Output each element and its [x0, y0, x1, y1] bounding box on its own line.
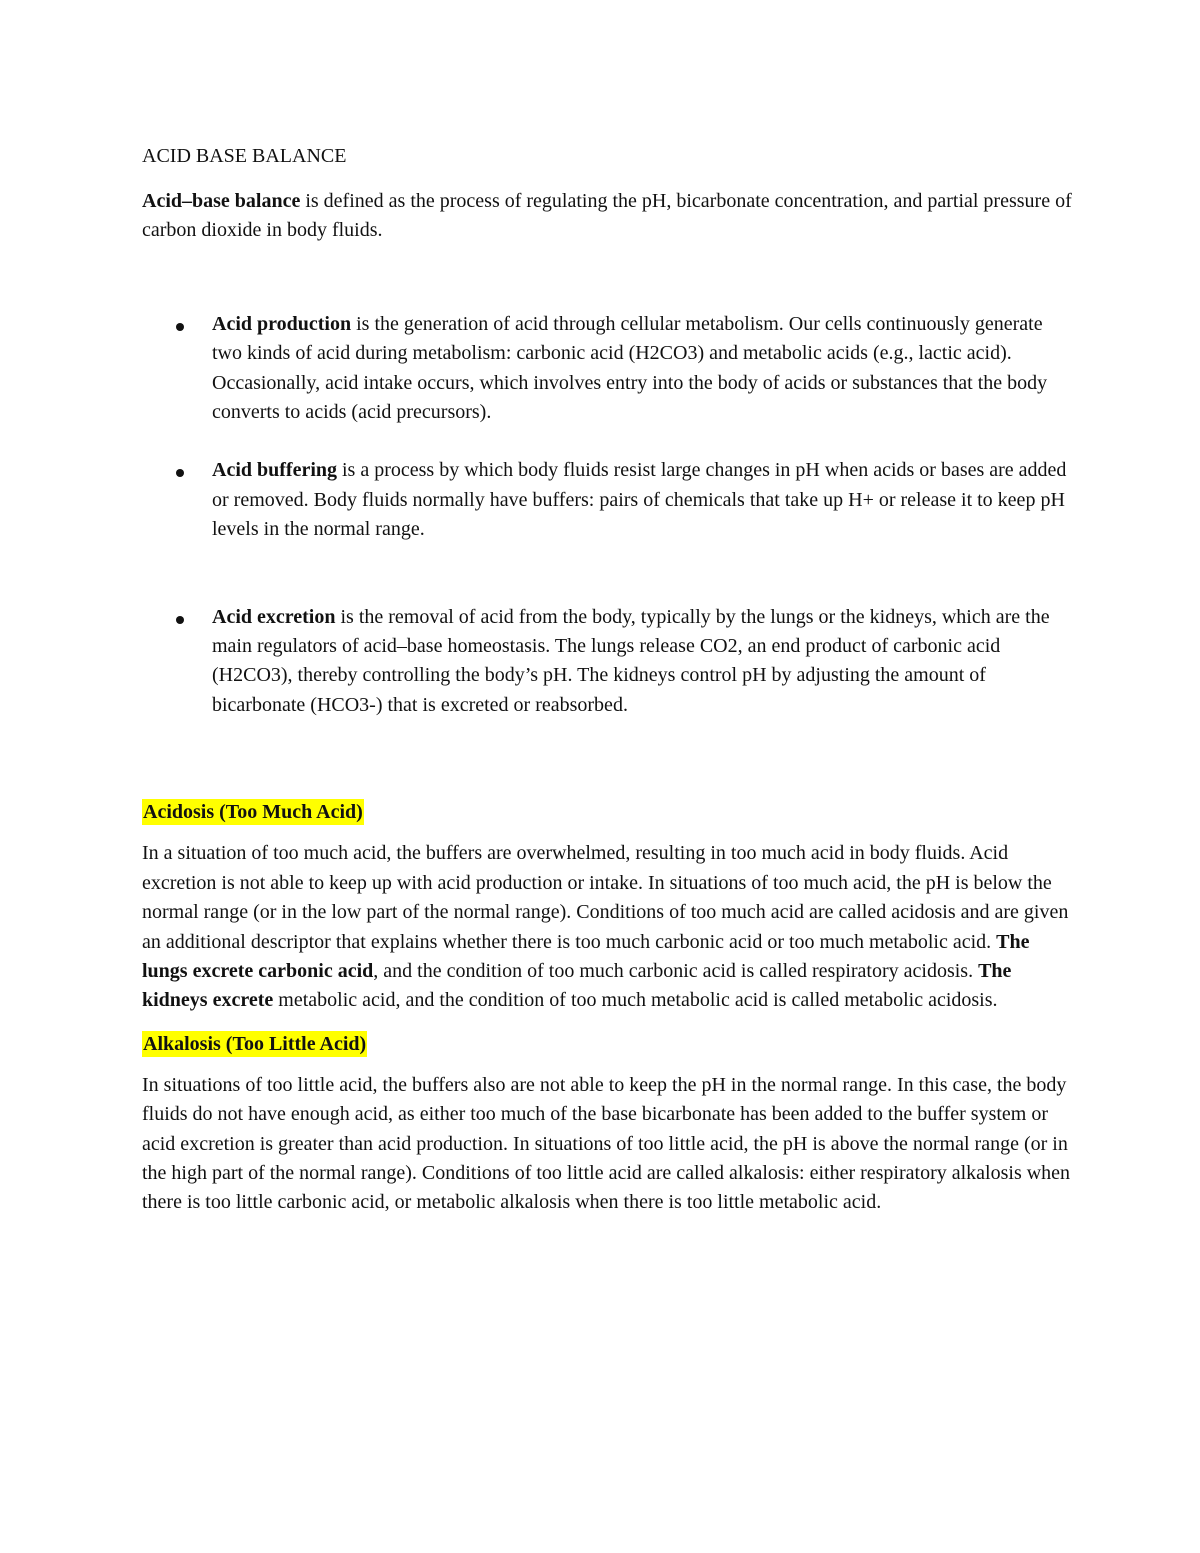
list-item-acid-excretion: [142, 603, 1072, 721]
definition-text: is defined as the process of regulating the pH, bicarbonate concentration, and partial pressure of carbon dioxide in body fluids.: [142, 190, 1072, 242]
acidosis-emphasis-lungs: The lungs excrete carbonic acid: [142, 930, 1030, 982]
alkalosis-heading-row: [142, 1030, 1072, 1059]
list-item-text: is a process by which body fluids resist large changes in pH when acids or bases are added or removed. Body fluids normally have buffers: pairs of chemicals that take up H+ or release it to keep pH levels in the normal range.: [212, 459, 1067, 541]
bullet-icon: [176, 323, 184, 331]
definition-paragraph: [142, 187, 1072, 246]
acidosis-emphasis-kidneys: The kidneys excrete: [142, 959, 1012, 1012]
acidosis-heading-row: [142, 798, 1072, 827]
list-item-term: Acid buffering: [212, 459, 337, 482]
list-item-text: is the removal of acid from the body, typically by the lungs or the kidneys, which are the main regulators of acid–base homeostasis. The lungs release CO2, an end product of carbonic acid (H2CO3), thereby controlling the body’s pH. The kidneys control pH by adjusting the amount of bicarbonate (HCO3-) that is excreted or reabsorbed.: [212, 605, 1050, 716]
acidosis-text: In a situation of too much acid, the buffers are overwhelmed, resulting in too much acid in body fluids. Acid excretion is not able to keep up with acid production or intake. In situations of too much acid, the pH is below the normal range (or in the low part of the normal range). Conditions of too much acid are called acidosis and are given an additional descriptor that explains whether there is too much carbonic acid or too much metabolic acid.: [142, 842, 1069, 953]
alkalosis-heading: Alkalosis (Too Little Acid): [143, 1032, 367, 1055]
bullet-icon: [176, 616, 184, 624]
list-item-acid-production: [142, 310, 1072, 428]
list-item-term: Acid excretion: [212, 605, 336, 628]
list-item-acid-buffering: [142, 456, 1072, 544]
document-title: ACID BASE BALANCE: [142, 145, 347, 167]
acidosis-paragraph: [142, 839, 1072, 1015]
list-item-term: Acid production: [212, 312, 352, 335]
alkalosis-paragraph: In situations of too little acid, the buffers also are not able to keep the pH in the normal range. In this case, the body fluids do not have enough acid, as either too much of the base bicarbonate has been added to the buffer system or acid excretion is greater than acid production. In situations of too little acid, the pH is above the normal range (or in the high part of the normal range). Conditions of too little acid are called alkalosis: either respiratory alkalosis when there is too little carbonic acid, or metabolic alkalosis when there is too little metabolic acid.: [142, 1073, 1071, 1214]
acidosis-text: , and the condition of too much carbonic acid is called respiratory acidosis.: [373, 959, 979, 982]
bullet-icon: [176, 469, 184, 477]
document-page: [142, 142, 1072, 1218]
list-item-text: is the generation of acid through cellular metabolism. Our cells continuously generate two kinds of acid during metabolism: carbonic acid (H2CO3) and metabolic acids (e.g., lactic acid). Occasionally, acid intake occurs, which involves entry into the body of acids or substances that the body converts to acids (acid precursors).: [212, 312, 1048, 424]
concept-list: [142, 310, 1072, 720]
acidosis-heading: Acidosis (Too Much Acid): [143, 801, 363, 824]
definition-term: Acid–base balance: [142, 190, 301, 212]
acidosis-text: metabolic acid, and the condition of too much metabolic acid is called metabolic acidosis.: [273, 989, 998, 1012]
